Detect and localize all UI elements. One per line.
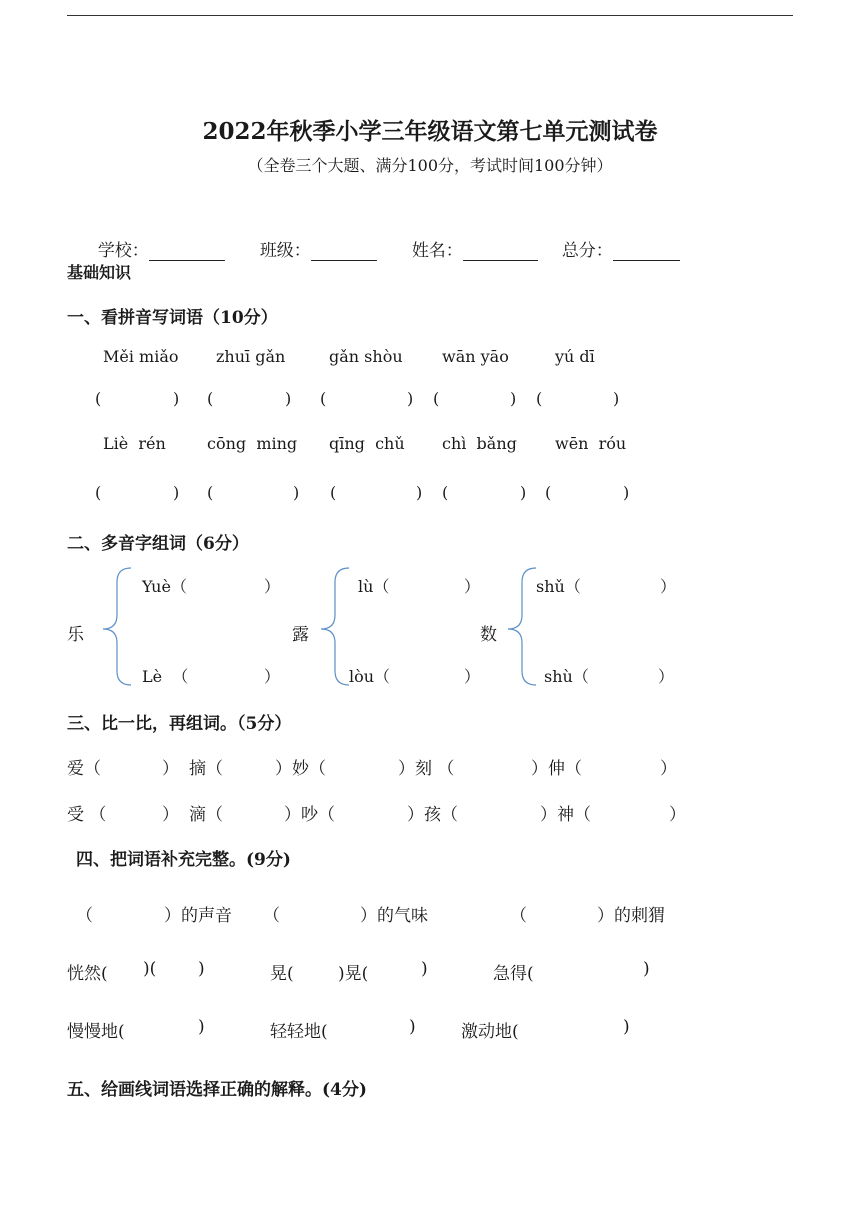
q1-blank-open[interactable]: (	[433, 389, 440, 408]
compare-item: ）妙（	[275, 759, 326, 779]
fill-item: )	[198, 959, 205, 979]
fill-item: )	[409, 1017, 416, 1037]
polyphone-top-2: lù（	[358, 577, 390, 596]
compare-item: ）伸（	[531, 759, 582, 779]
q1-blank-open[interactable]: (	[330, 483, 337, 502]
compare-item: ）刻 （	[398, 759, 455, 779]
q1-blank-open[interactable]: (	[207, 389, 214, 408]
q1-blank-close: )	[416, 483, 423, 502]
q5-heading: 五、给画线词语选择正确的解释。(4分)	[67, 1080, 367, 1100]
fill-item: )(	[143, 959, 157, 979]
brace-group-2	[321, 568, 349, 685]
fill-item: （	[263, 906, 280, 926]
fill-item: )	[198, 1017, 205, 1037]
fill-item: 激动地(	[461, 1022, 519, 1042]
q1-pinyin-7: cōng ming	[207, 434, 298, 453]
fill-item: 恍然(	[67, 964, 108, 984]
polyphone-bottom-close-1: ）	[264, 667, 281, 686]
fill-item: 慢慢地(	[67, 1022, 125, 1042]
fill-item: 急得(	[493, 964, 534, 984]
q1-pinyin-3: gǎn shòu	[329, 347, 403, 366]
compare-item: ）	[162, 805, 179, 825]
compare-item: 爱（	[67, 759, 101, 779]
q1-blank-open[interactable]: (	[95, 483, 102, 502]
fill-item: （	[510, 906, 527, 926]
section-basic: 基础知识	[67, 263, 132, 282]
q1-pinyin-10: wēn róu	[555, 434, 627, 453]
q1-blank-close: )	[293, 483, 300, 502]
compare-item: ）	[660, 759, 677, 779]
fill-item: )晃(	[338, 964, 369, 984]
class-label: 班级：	[259, 241, 311, 261]
q1-blank-close: )	[510, 389, 517, 408]
compare-item: ）吵（	[284, 805, 335, 825]
compare-item: 受 （	[67, 805, 107, 825]
fill-item: ）的声音	[164, 906, 232, 926]
polyphone-top-close-2: ）	[464, 577, 481, 596]
q1-blank-close: )	[407, 389, 414, 408]
q3-heading: 三、比一比，再组词。（5分）	[67, 714, 292, 734]
fill-item: 轻轻地(	[270, 1022, 328, 1042]
q1-blank-open[interactable]: (	[320, 389, 327, 408]
compare-item: 摘（	[189, 759, 223, 779]
school-label: 学校：	[97, 241, 149, 261]
q1-blank-open[interactable]: (	[536, 389, 543, 408]
fill-item: )	[623, 1017, 630, 1037]
polyphone-bottom-1: Lè （	[142, 667, 189, 686]
fill-item: )	[643, 959, 650, 979]
q1-blank-open[interactable]: (	[207, 483, 214, 502]
q1-blank-close: )	[520, 483, 527, 502]
polyphone-top-1: Yuè（	[142, 577, 187, 596]
name-label: 姓名：	[411, 241, 463, 261]
q1-pinyin-5: yú dī	[555, 347, 595, 366]
polyphone-top-close-3: ）	[660, 577, 677, 596]
compare-item: 滴（	[189, 805, 223, 825]
q1-pinyin-2: zhuī gǎn	[216, 347, 286, 366]
fill-item: ）的气味	[360, 906, 428, 926]
q1-blank-open[interactable]: (	[545, 483, 552, 502]
fill-item: )	[421, 959, 428, 979]
polyphone-top-3: shǔ（	[536, 577, 581, 596]
polyphone-bottom-close-2: ）	[464, 667, 481, 686]
polyphone-top-close-1: ）	[264, 577, 281, 596]
polyphone-char-1: 乐	[67, 625, 84, 645]
q1-heading: 一、看拼音写词语（10分）	[67, 308, 278, 328]
q1-blank-close: )	[173, 483, 180, 502]
brace-group-1	[103, 568, 131, 685]
q1-blank-open[interactable]: (	[95, 389, 102, 408]
compare-item: ）神（	[540, 805, 591, 825]
polyphone-char-3: 数	[480, 625, 497, 645]
q1-pinyin-9: chì bǎng	[442, 434, 517, 453]
fill-item: （	[76, 906, 93, 926]
polyphone-bottom-close-3: ）	[658, 667, 675, 686]
q1-pinyin-1: Měi miǎo	[103, 347, 179, 366]
polyphone-bottom-3: shù（	[544, 667, 589, 686]
q2-heading: 二、多音字组词（6分）	[67, 534, 249, 554]
q1-blank-open[interactable]: (	[442, 483, 449, 502]
compare-item: ）孩（	[407, 805, 458, 825]
q1-blank-close: )	[173, 389, 180, 408]
fill-item: 晃(	[270, 964, 294, 984]
q4-heading: 四、把词语补充完整。(9分)	[76, 850, 291, 870]
q1-pinyin-6: Liè rén	[103, 434, 166, 453]
brace-group-3	[508, 568, 536, 685]
q1-blank-close: )	[613, 389, 620, 408]
fill-item: ）的刺猬	[597, 906, 665, 926]
polyphone-bottom-2: lòu（	[349, 667, 391, 686]
q1-blank-close: )	[285, 389, 292, 408]
compare-item: ）	[162, 759, 179, 779]
q1-pinyin-8: qīng chǔ	[329, 434, 405, 453]
compare-item: ）	[669, 805, 686, 825]
q1-pinyin-4: wān yāo	[442, 347, 509, 366]
polyphone-char-2: 露	[292, 625, 309, 645]
q1-blank-close: )	[623, 483, 630, 502]
score-label: 总分：	[561, 241, 613, 261]
page-title: 2022年秋季小学三年级语文第七单元测试卷	[202, 118, 658, 145]
page-subtitle: （全卷三个大题、满分100分，考试时间100分钟）	[247, 156, 613, 175]
